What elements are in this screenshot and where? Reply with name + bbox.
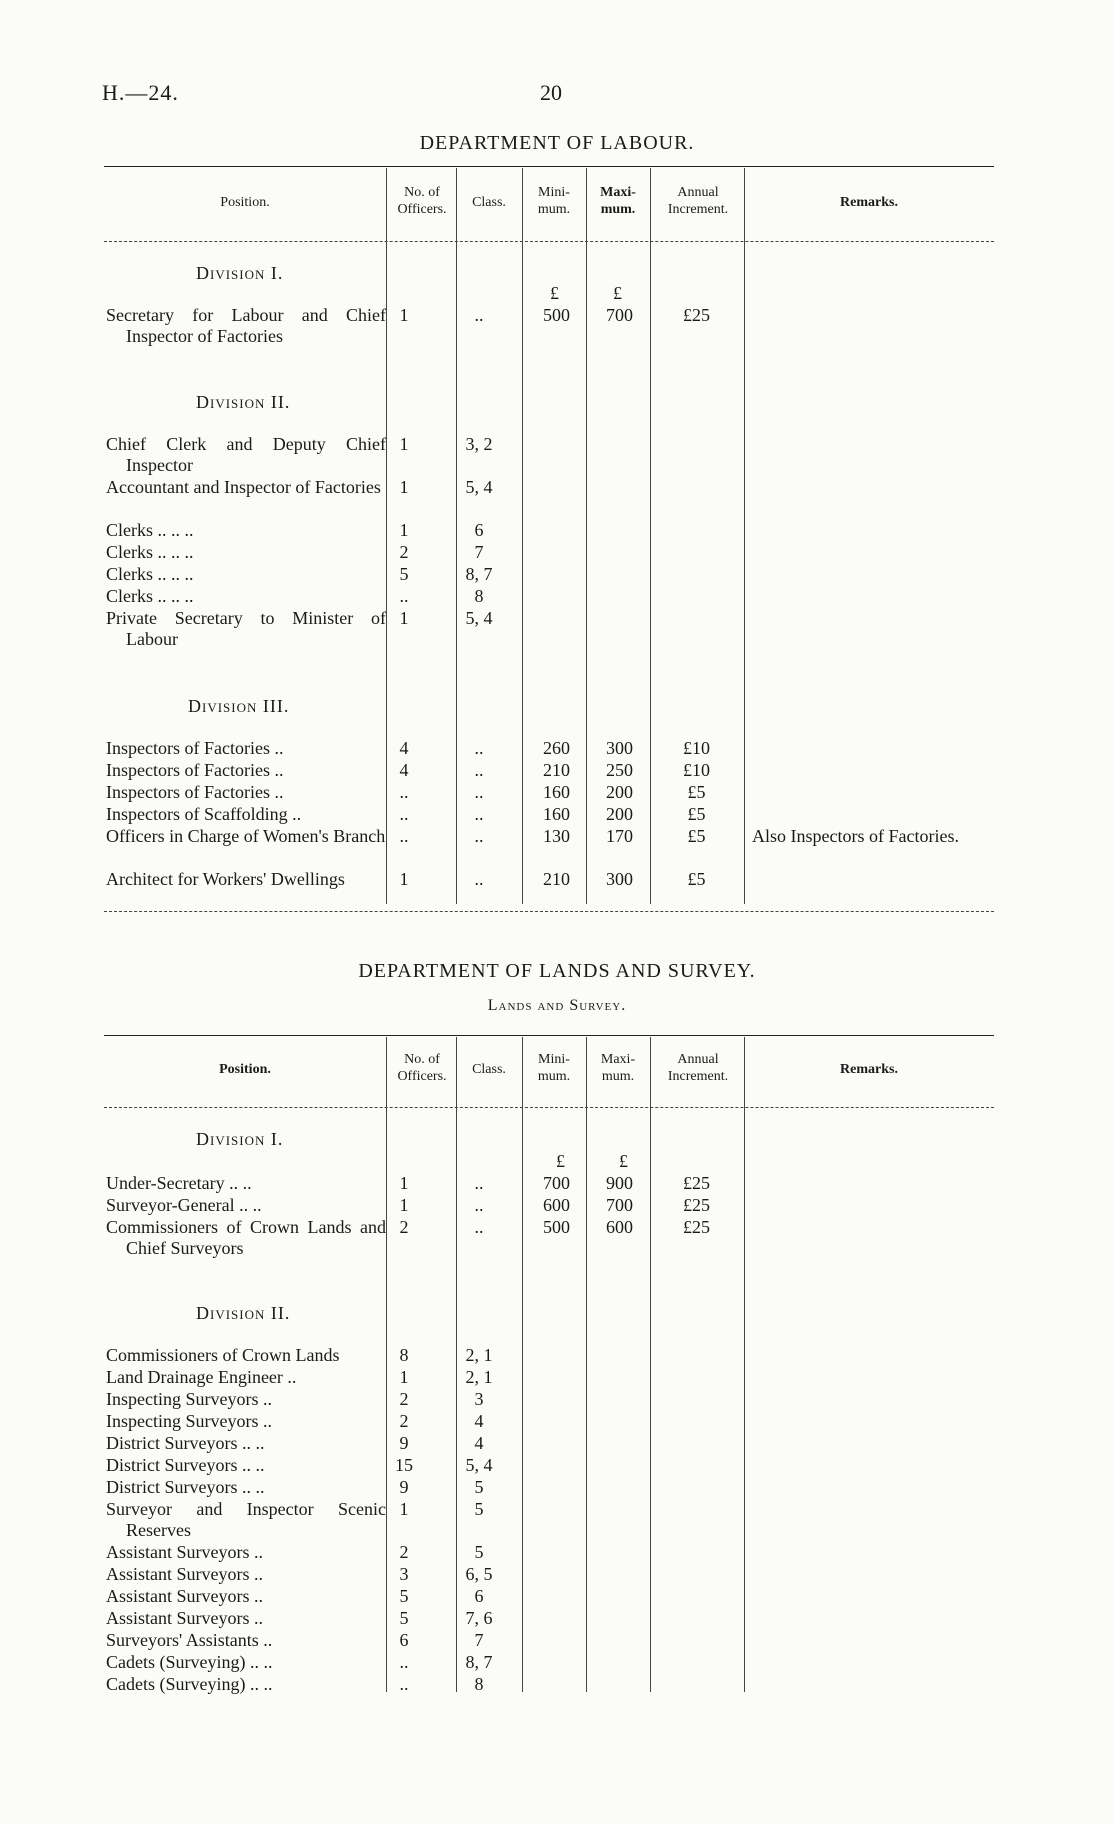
class-cell: 4 [474, 1433, 484, 1453]
position-cell: Clerks .. .. .. [106, 542, 194, 562]
position-cell: Under-Secretary .. .. [106, 1173, 252, 1193]
increment-cell: £10 [683, 760, 710, 780]
position-cell: District Surveyors .. .. [106, 1477, 265, 1497]
division-label: Division II. [196, 1303, 291, 1323]
table-row [104, 1195, 994, 1217]
table-row [104, 1608, 994, 1630]
division-label: Division III. [188, 696, 290, 716]
class-cell: .. [474, 826, 484, 846]
officers-cell: 8 [399, 1345, 409, 1365]
table-row [104, 1455, 994, 1477]
document-reference: H.—24. [102, 80, 179, 105]
class-cell: .. [474, 782, 484, 802]
class-cell: 8 [474, 586, 484, 606]
maximum-cell: 600 [606, 1217, 633, 1237]
table-row [104, 1367, 994, 1389]
officers-cell: 1 [399, 305, 409, 325]
currency-unit: £ [550, 283, 559, 303]
position-cell: Officers in Charge of Women's Branch [106, 826, 386, 846]
position-cell: Cadets (Surveying) .. .. [106, 1674, 273, 1694]
position-cell: Commissioners of Crown Lands [106, 1345, 340, 1365]
table-header-rule [104, 241, 994, 242]
officers-cell: 5 [399, 1586, 409, 1606]
table-row [104, 1345, 994, 1367]
table-row [104, 1477, 994, 1499]
officers-cell: 2 [399, 542, 409, 562]
class-cell: 8 [474, 1674, 484, 1694]
class-cell: 4 [474, 1411, 484, 1431]
maximum-cell: 170 [606, 826, 633, 846]
table-row [104, 608, 994, 652]
class-cell: 5 [474, 1499, 484, 1519]
position-cell: Assistant Surveyors .. [106, 1564, 263, 1584]
position-cell: Assistant Surveyors .. [106, 1542, 263, 1562]
officers-cell: .. [399, 1652, 409, 1672]
table-row [104, 1433, 994, 1455]
officers-cell: 1 [399, 477, 409, 497]
class-cell: 5, 4 [465, 608, 493, 628]
class-cell: .. [474, 760, 484, 780]
table-row [104, 1674, 994, 1696]
col-header-maximum: Maxi- mum. [600, 185, 636, 217]
position-cell: Inspectors of Factories .. [106, 760, 284, 780]
class-cell: .. [474, 305, 484, 325]
position-cell: Inspecting Surveyors .. [106, 1411, 272, 1431]
class-cell: 3 [474, 1389, 484, 1409]
table-row [104, 305, 994, 349]
table-header-rule [104, 1107, 994, 1108]
class-cell: .. [474, 1195, 484, 1215]
division-label: Division II. [196, 392, 291, 412]
officers-cell: 1 [399, 1173, 409, 1193]
col-header-remarks: Remarks. [840, 195, 898, 210]
table-row [104, 564, 994, 586]
table-row [104, 1173, 994, 1195]
col-header-position: Position. [220, 195, 270, 210]
col-header-increment: Annual Increment. [667, 185, 729, 217]
table-row [104, 1499, 994, 1543]
minimum-cell: 130 [543, 826, 570, 846]
col-header-officers: No. of Officers. [397, 185, 447, 217]
officers-cell: 2 [399, 1389, 409, 1409]
position-cell: Architect for Workers' Dwellings [106, 869, 345, 889]
position-cell: Land Drainage Engineer .. [106, 1367, 297, 1387]
table-row [104, 760, 994, 782]
table-row [104, 1411, 994, 1433]
col-header-increment: Annual Increment. [667, 1052, 729, 1084]
officers-cell: 1 [399, 1499, 409, 1519]
position-cell: Chief Clerk and Deputy Chief Inspector [106, 434, 386, 475]
class-cell: 2, 1 [465, 1345, 493, 1365]
class-cell: 3, 2 [465, 434, 493, 454]
officers-cell: 1 [399, 1367, 409, 1387]
minimum-cell: 210 [543, 760, 570, 780]
officers-cell: 1 [399, 520, 409, 540]
increment-cell: £5 [687, 826, 706, 846]
table-row [104, 434, 994, 478]
col-header-remarks: Remarks. [840, 1062, 898, 1077]
officers-cell: 1 [399, 1195, 409, 1215]
position-cell: Inspecting Surveyors .. [106, 1389, 272, 1409]
position-cell: Inspectors of Scaffolding .. [106, 804, 302, 824]
officers-cell: 5 [399, 1608, 409, 1628]
minimum-cell: 700 [543, 1173, 570, 1193]
position-cell: Commissioners of Crown Lands and Chief Surveyors [106, 1217, 386, 1258]
class-cell: 5, 4 [465, 1455, 493, 1475]
position-cell: Surveyor and Inspector Scenic Reserves [106, 1499, 386, 1540]
class-cell: .. [474, 1173, 484, 1193]
officers-cell: 1 [399, 869, 409, 889]
maximum-cell: 250 [606, 760, 633, 780]
increment-cell: £5 [687, 804, 706, 824]
table-row [104, 1217, 994, 1261]
position-cell: Surveyors' Assistants .. [106, 1630, 273, 1650]
table-bottom-rule [104, 911, 994, 912]
officers-cell: 1 [399, 434, 409, 454]
lands-table [104, 1035, 994, 1705]
table-row [104, 1652, 994, 1674]
position-cell: Clerks .. .. .. [106, 564, 194, 584]
officers-cell: .. [399, 586, 409, 606]
class-cell: 5, 4 [465, 477, 493, 497]
table-row [104, 738, 994, 760]
table-top-rule [104, 166, 994, 167]
labour-title: DEPARTMENT OF LABOUR. [419, 132, 695, 154]
remarks-cell: Also Inspectors of Factories. [752, 826, 959, 846]
currency-unit: £ [556, 1151, 565, 1171]
minimum-cell: 160 [543, 782, 570, 802]
class-cell: 6, 5 [465, 1564, 493, 1584]
col-header-class: Class. [472, 195, 506, 210]
officers-cell: 9 [399, 1433, 409, 1453]
officers-cell: 2 [399, 1217, 409, 1237]
position-cell: District Surveyors .. .. [106, 1433, 265, 1453]
officers-cell: 6 [399, 1630, 409, 1650]
division-label: Division I. [196, 1129, 284, 1149]
position-cell: District Surveyors .. .. [106, 1455, 265, 1475]
officers-cell: 1 [399, 608, 409, 628]
position-cell: Private Secretary to Minister of Labour [106, 608, 386, 649]
increment-cell: £25 [683, 305, 710, 325]
class-cell: 8, 7 [465, 564, 493, 584]
minimum-cell: 210 [543, 869, 570, 889]
officers-cell: 4 [399, 738, 409, 758]
position-cell: Clerks .. .. .. [106, 520, 194, 540]
table-row [104, 542, 994, 564]
officers-cell: .. [399, 826, 409, 846]
position-cell: Inspectors of Factories .. [106, 738, 284, 758]
table-row [104, 586, 994, 608]
officers-cell: .. [399, 782, 409, 802]
class-cell: 6 [474, 520, 484, 540]
page-number: 20 [540, 80, 562, 105]
col-header-maximum: Maxi- mum. [600, 1052, 636, 1084]
class-cell: .. [474, 738, 484, 758]
maximum-cell: 300 [606, 738, 633, 758]
class-cell: 7 [474, 1630, 484, 1650]
class-cell: 7, 6 [465, 1608, 493, 1628]
maximum-cell: 200 [606, 804, 633, 824]
col-header-class: Class. [472, 1062, 506, 1077]
col-header-minimum: Mini- mum. [537, 185, 571, 217]
position-cell: Surveyor-General .. .. [106, 1195, 262, 1215]
table-row [104, 1564, 994, 1586]
officers-cell: .. [399, 804, 409, 824]
table-row [104, 1630, 994, 1652]
minimum-cell: 260 [543, 738, 570, 758]
position-cell: Inspectors of Factories .. [106, 782, 284, 802]
maximum-cell: 900 [606, 1173, 633, 1193]
officers-cell: 3 [399, 1564, 409, 1584]
increment-cell: £25 [683, 1173, 710, 1193]
division-label: Division I. [196, 263, 284, 283]
maximum-cell: 700 [606, 1195, 633, 1215]
minimum-cell: 160 [543, 804, 570, 824]
position-cell: Clerks .. .. .. [106, 586, 194, 606]
class-cell: 8, 7 [465, 1652, 493, 1672]
position-cell: Assistant Surveyors .. [106, 1586, 263, 1606]
officers-cell: 9 [399, 1477, 409, 1497]
officers-cell: .. [399, 1674, 409, 1694]
increment-cell: £10 [683, 738, 710, 758]
officers-cell: 5 [399, 564, 409, 584]
increment-cell: £25 [683, 1195, 710, 1215]
increment-cell: £5 [687, 869, 706, 889]
officers-cell: 2 [399, 1411, 409, 1431]
officers-cell: 2 [399, 1542, 409, 1562]
increment-cell: £5 [687, 782, 706, 802]
table-row [104, 804, 994, 826]
maximum-cell: 300 [606, 869, 633, 889]
table-row [104, 1389, 994, 1411]
table-row [104, 869, 994, 891]
minimum-cell: 500 [543, 305, 570, 325]
col-header-position: Position. [219, 1062, 271, 1077]
labour-table [104, 166, 994, 916]
minimum-cell: 500 [543, 1217, 570, 1237]
currency-unit: £ [619, 1151, 628, 1171]
class-cell: .. [474, 869, 484, 889]
class-cell: 6 [474, 1586, 484, 1606]
class-cell: .. [474, 1217, 484, 1237]
table-row [104, 477, 994, 521]
class-cell: 5 [474, 1542, 484, 1562]
table-row [104, 782, 994, 804]
minimum-cell: 600 [543, 1195, 570, 1215]
table-row [104, 1586, 994, 1608]
class-cell: .. [474, 804, 484, 824]
class-cell: 2, 1 [465, 1367, 493, 1387]
col-header-minimum: Mini- mum. [537, 1052, 571, 1084]
officers-cell: 4 [399, 760, 409, 780]
table-row [104, 1542, 994, 1564]
currency-unit: £ [613, 283, 622, 303]
maximum-cell: 700 [606, 305, 633, 325]
increment-cell: £25 [683, 1217, 710, 1237]
position-cell: Cadets (Surveying) .. .. [106, 1652, 273, 1672]
table-row [104, 520, 994, 542]
class-cell: 5 [474, 1477, 484, 1497]
lands-subtitle: Lands and Survey. [487, 997, 627, 1014]
table-top-rule [104, 1035, 994, 1036]
lands-title: DEPARTMENT OF LANDS AND SURVEY. [358, 960, 756, 982]
position-cell: Assistant Surveyors .. [106, 1608, 263, 1628]
maximum-cell: 200 [606, 782, 633, 802]
class-cell: 7 [474, 542, 484, 562]
col-header-officers: No. of Officers. [397, 1052, 447, 1084]
officers-cell: 15 [395, 1455, 413, 1475]
position-cell: Secretary for Labour and Chief Inspector of Factories [106, 305, 386, 346]
position-cell: Accountant and Inspector of Factories [106, 477, 381, 497]
table-row [104, 826, 994, 870]
